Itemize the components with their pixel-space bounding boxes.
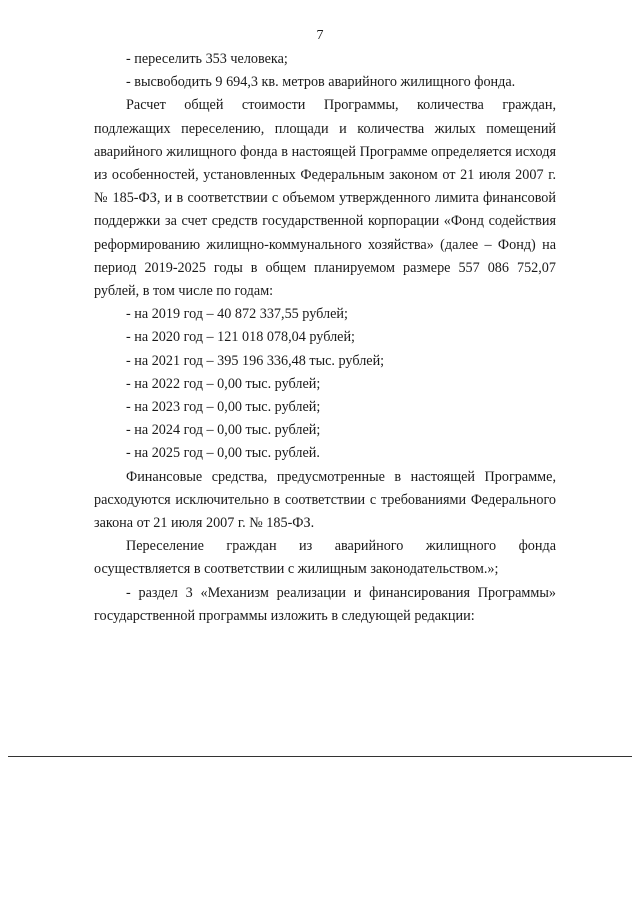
year-item-2024: - на 2024 год – 0,00 тыс. рублей; xyxy=(126,422,321,439)
paragraph-section-3: - раздел 3 «Механизм реализации и финансирования Программы» государственной программы изложить в следующей редакции: xyxy=(94,584,556,624)
year-item-2023: - на 2023 год – 0,00 тыс. рублей; xyxy=(126,399,321,416)
paragraph-cost-calculation: Расчет общей стоимости Программы, количества граждан, подлежащих переселению, площади и количества жилых помещений аварийного жилищного фонда в настоящей Программе определяется исходя из особенностей, установленных Федеральным законом от 21 июля 2007 г. № 185-ФЗ, и в соответствии с объемом утвержденного лимита финансовой поддержки за счет средств государственной корпорации «Фонд содействия реформированию жилищно-коммунального хозяйства» (далее – Фонд) на период 2019-2025 годы в общем планируемом размере 557 086 752,07 рублей, в том числе по годам: xyxy=(94,97,556,300)
year-item-2022: - на 2022 год – 0,00 тыс. рублей; xyxy=(126,375,321,392)
intro-item: - переселить 353 человека; xyxy=(126,51,288,67)
intro-item: - высвободить 9 694,3 кв. метров аварийного жилищного фонда. xyxy=(126,74,516,91)
document-body xyxy=(94,48,556,628)
page-number: 7 xyxy=(316,28,324,43)
year-item-2021: - на 2021 год – 395 196 336,48 тыс. рублей; xyxy=(126,352,385,369)
paragraph-funds-usage: Финансовые средства, предусмотренные в настоящей Программе, расходуются исключительно в соответствии с требованиями Федерального закона от 21 июля 2007 г. № 185-ФЗ. xyxy=(94,468,556,532)
page-divider-line xyxy=(8,756,632,757)
year-item-2019: - на 2019 год – 40 872 337,55 рублей; xyxy=(126,306,348,323)
paragraph-resettlement: Переселение граждан из аварийного жилищного фонда осуществляется в соответствии с жилищным законодательством.»; xyxy=(94,538,556,578)
year-item-2025: - на 2025 год – 0,00 тыс. рублей. xyxy=(126,445,320,462)
year-item-2020: - на 2020 год – 121 018 078,04 рублей; xyxy=(126,329,355,346)
